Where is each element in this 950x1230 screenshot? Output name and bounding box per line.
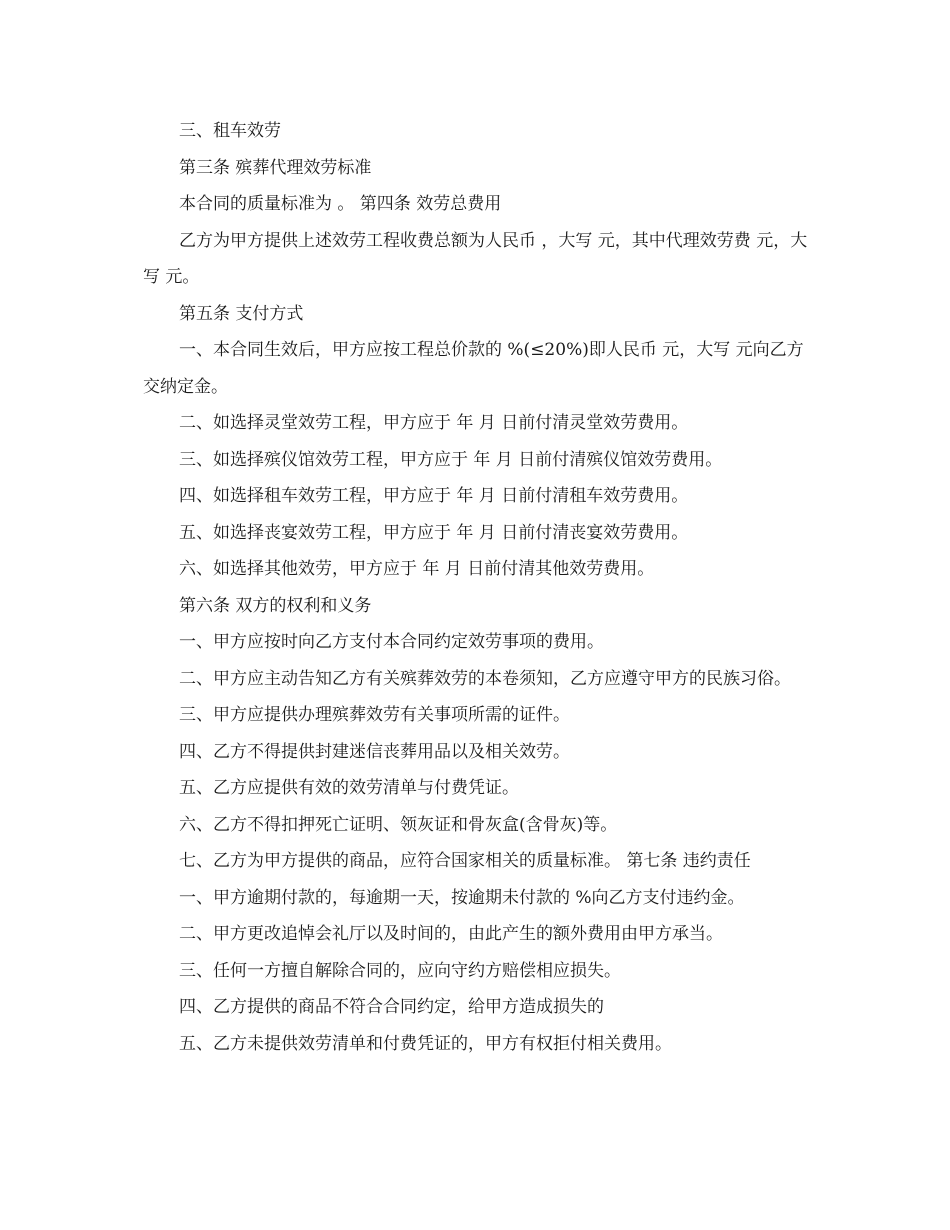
paragraph-payment-hall: 二、如选择灵堂效劳工程，甲方应于 年 月 日前付清灵堂效劳费用。 xyxy=(179,413,689,433)
paragraph-liability-3: 三、任何一方擅自解除合同的，应向守约方赔偿相应损失。 xyxy=(179,960,621,981)
paragraph-payment-funeral-home: 三、如选择殡仪馆效劳工程，甲方应于 年 月 日前付清殡仪馆效劳费用。 xyxy=(179,449,723,470)
paragraph-obligation-3: 三、甲方应提供办理殡葬效劳有关事项所需的证件。 xyxy=(179,705,570,725)
paragraph-obligation-6: 六、乙方不得扣押死亡证明、领灰证和骨灰盒(含骨灰)等。 xyxy=(179,814,618,835)
paragraph-payment-banquet: 五、如选择丧宴效劳工程，甲方应于 年 月 日前付清丧宴效劳费用。 xyxy=(179,522,689,543)
paragraph-car-rental-service: 三、租车效劳 xyxy=(179,121,281,141)
paragraph-payment-other: 六、如选择其他效劳，甲方应于 年 月 日前付清其他效劳费用。 xyxy=(179,559,655,579)
paragraph-obligation-1: 一、甲方应按时向乙方支付本合同约定效劳事项的费用。 xyxy=(179,632,604,652)
paragraph-total-fee: 乙方为甲方提供上述效劳工程收费总额为人民币 ，大写 元，其中代理效劳费 元，大写 元。 xyxy=(143,230,808,287)
paragraph-liability-4: 四、乙方提供的商品不符合合同约定，给甲方造成损失的 xyxy=(179,997,604,1017)
paragraph-deposit: 一、本合同生效后，甲方应按工程总价款的 %(≤20%)即人民币 元，大写 元向乙方交纳定金。 xyxy=(143,340,804,397)
document-body xyxy=(143,113,813,1062)
paragraph-liability-2: 二、甲方更改追悼会礼厅以及时间的，由此产生的额外费用由甲方承当。 xyxy=(179,924,723,944)
paragraph-obligation-4: 四、乙方不得提供封建迷信丧葬用品以及相关效劳。 xyxy=(179,741,570,762)
paragraph-obligation-5: 五、乙方应提供有效的效劳清单与付费凭证。 xyxy=(179,778,519,798)
heading-article-6: 第六条 双方的权利和义务 xyxy=(179,595,372,616)
paragraph-obligation-7: 七、乙方为甲方提供的商品，应符合国家相关的质量标准。 第七条 违约责任 xyxy=(179,851,751,871)
heading-article-3: 第三条 殡葬代理效劳标准 xyxy=(179,157,372,178)
paragraph-liability-1: 一、甲方逾期付款的，每逾期一天，按逾期未付款的 %向乙方支付违约金。 xyxy=(179,887,745,908)
paragraph-payment-car: 四、如选择租车效劳工程，甲方应于 年 月 日前付清租车效劳费用。 xyxy=(179,486,689,506)
paragraph-obligation-2: 二、甲方应主动告知乙方有关殡葬效劳的本卷须知，乙方应遵守甲方的民族习俗。 xyxy=(179,668,791,689)
paragraph-quality-standard: 本合同的质量标准为 。 第四条 效劳总费用 xyxy=(179,194,502,214)
paragraph-liability-5: 五、乙方未提供效劳清单和付费凭证的，甲方有权拒付相关费用。 xyxy=(179,1033,672,1054)
heading-article-5: 第五条 支付方式 xyxy=(179,303,304,324)
